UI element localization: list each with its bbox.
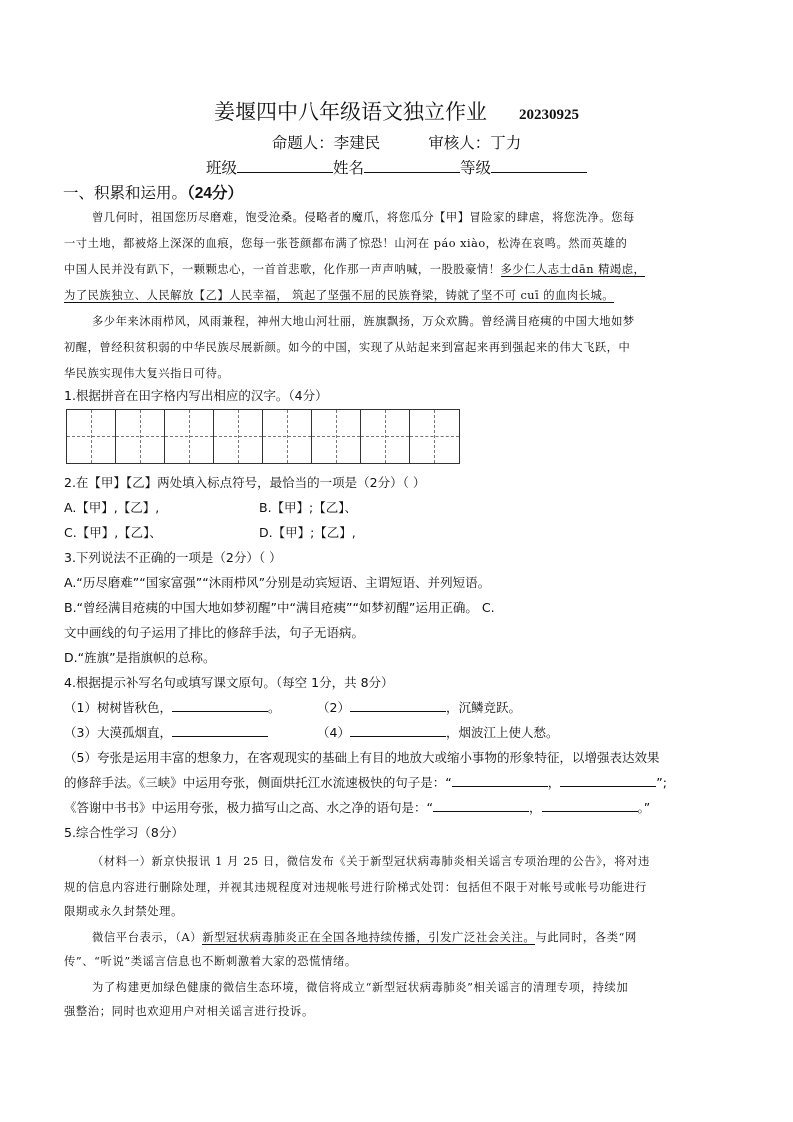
tianzige-cell[interactable] xyxy=(116,410,165,463)
tianzige-grid xyxy=(66,409,460,464)
q3-option-d[interactable]: D.“旌旗”是指旗帜的总称。 xyxy=(64,650,216,665)
section-heading xyxy=(63,181,729,203)
q4-item-4-end: ，烟波江上使人愁。 xyxy=(445,725,559,740)
q2-option-c[interactable]: C.【甲】,【乙】、 xyxy=(64,525,162,540)
q4-blank-5d[interactable] xyxy=(542,799,638,812)
material-line-2: 规的信息内容进行删除处理，并视其违规程度对违规帐号进行阶梯式处罚：包括但不限于对帐号或帐号功能进行 xyxy=(64,881,647,894)
q4-item-5-prompt-2: 《答谢中书书》中运用夸张，极力描写山之高、水之净的语句是：“ xyxy=(64,800,433,815)
author-label: 命题人：李建民 xyxy=(271,134,381,152)
q2-option-b[interactable]: B.【甲】;【乙】、 xyxy=(259,500,358,515)
q4-blank-3[interactable] xyxy=(172,724,268,737)
reviewer-label: 审核人：丁力 xyxy=(428,134,522,152)
q3-option-a[interactable]: A.“历尽磨难”“国家富强”“沐雨栉风”分别是动宾短语、主谓短语、并列短语。 xyxy=(64,575,491,590)
q4-item-5-sep-2: ， xyxy=(528,800,542,815)
passage-line-3-text: 中国人民并没有趴下，一颗颗忠心，一首首悲歌，化作那一声声呐喊，一股股豪情！ xyxy=(64,263,501,276)
tianzige-cell[interactable] xyxy=(263,410,312,463)
passage-line-2: 一寸土地，都被烙上深深的血痕，您每一张苍颜都布满了惊恐！山河在 páo xiào，松涛在哀鸣。然而英雄的 xyxy=(64,237,628,250)
q4-item-5-end-2: 。” xyxy=(637,800,651,815)
q4-item-5-prompt-1: 的修辞手法。《三峡》中运用夸张，侧面烘托江水流速极快的句子是：“ xyxy=(64,775,452,790)
underlined-sentence-part-1: 多少仁人志士dān 精竭虑， xyxy=(500,263,646,276)
page-title xyxy=(0,96,793,126)
q4-item-2 xyxy=(317,698,521,716)
material-line-3: 限期或永久封禁处理。 xyxy=(64,905,183,918)
q4-item-2-prompt: （2） xyxy=(317,700,350,715)
section-heading-text: 一、积累和运用。 xyxy=(63,184,188,202)
q4-item-3 xyxy=(64,723,268,741)
passage-line-4 xyxy=(64,287,730,303)
material-underlined-sentence: 新型冠状病毒肺炎正在全国各地持续传播，引发广泛社会关注。 xyxy=(202,931,536,944)
q4-item-1 xyxy=(64,698,280,716)
tianzige-cell[interactable] xyxy=(410,410,459,463)
q2-option-d[interactable]: D.【甲】;【乙】, xyxy=(259,525,356,540)
q4-blank-5a[interactable] xyxy=(452,774,548,787)
tianzige-cell[interactable] xyxy=(165,410,214,463)
q4-item-1-prompt: （1）树树皆秋色， xyxy=(64,700,172,715)
q4-blank-4[interactable] xyxy=(350,724,446,737)
q4-item-5-end-1: ”; xyxy=(656,775,667,790)
passage-line-7: 华民族实现伟大复兴指日可待。 xyxy=(64,367,230,380)
material-line-4 xyxy=(92,929,758,945)
author-line xyxy=(0,131,793,153)
tianzige-cell[interactable] xyxy=(361,410,410,463)
passage-line-1: 曾几何时，祖国您历尽磨难，饱受沧桑。侵略者的魔爪，将您瓜分【甲】冒险家的肆虐，将您洗净。您每 xyxy=(92,211,635,224)
material-line-7: 强整治；同时也欢迎用户对相关谣言进行投诉。 xyxy=(64,1005,314,1018)
material-line-1: （材料一）新京快报讯 1 月 25 日，微信发布《关于新型冠状病毒肺炎相关谣言专项治理的公告》，将对违 xyxy=(92,855,650,868)
title-text: 姜堰四中八年级语文独立作业 xyxy=(214,100,487,124)
q4-item-2-end: ，沉鳞竞跃。 xyxy=(445,700,521,715)
q4-item-3-prompt: （3）大漠孤烟直， xyxy=(64,725,172,740)
q4-blank-5b[interactable] xyxy=(560,774,656,787)
class-label: 班级 xyxy=(205,159,237,177)
question-2: 2.在【甲】【乙】两处填入标点符号，最恰当的一项是（2分）（ ） xyxy=(64,475,426,490)
underlined-sentence-part-2: 为了民族独立、人民解放【乙】人民幸福， 筑起了坚强不屈的民族脊梁，铸就了坚不可 cuī 的血肉长城。 xyxy=(64,289,615,302)
name-label: 姓名 xyxy=(332,159,364,177)
title-date: 20230925 xyxy=(519,107,579,123)
q4-item-5-line-1: （5）夸张是运用丰富的想象力，在客观现实的基础上有目的地放大或缩小事物的形象特征，以增强表达效果 xyxy=(64,750,660,765)
class-blank[interactable] xyxy=(237,157,333,173)
q4-item-5-line-3 xyxy=(64,798,730,816)
material-line-4-end: 与此同时，各类“网 xyxy=(535,931,637,944)
q4-item-1-end: 。 xyxy=(267,700,281,715)
section-score: （24分） xyxy=(187,185,244,202)
tianzige-cell[interactable] xyxy=(67,410,116,463)
passage-line-6: 初醒，曾经积贫积弱的中华民族尽展新颜。如今的中国，实现了从站起来到富起来再到强起来的伟大飞跃，中 xyxy=(64,341,631,354)
question-4: 4.根据提示补写名句或填写课文原句。（每空 1分，共 8分） xyxy=(64,675,394,690)
question-5: 5.综合性学习（8分） xyxy=(64,825,184,840)
grade-label: 等级 xyxy=(460,159,492,177)
q4-item-4 xyxy=(317,723,558,741)
tianzige-cell[interactable] xyxy=(214,410,263,463)
material-line-4-start: 微信平台表示，（A） xyxy=(92,931,203,944)
q4-item-5-sep-1: ， xyxy=(547,775,561,790)
q3-option-c[interactable]: 文中画线的句子运用了排比的修辞手法，句子无语病。 xyxy=(64,625,365,640)
grade-blank[interactable] xyxy=(491,157,587,173)
name-blank[interactable] xyxy=(364,157,460,173)
q2-option-a[interactable]: A.【甲】,【乙】, xyxy=(64,500,160,515)
question-1: 1.根据拼音在田字格内写出相应的汉字。（4分） xyxy=(64,388,328,403)
q3-option-b[interactable]: B.“曾经满目疮痍的中国大地如梦初醒”中“满目疮痍”“如梦初醒”运用正确。 C. xyxy=(64,600,495,615)
q4-item-5-line-2 xyxy=(64,773,730,791)
student-info-line xyxy=(0,156,793,178)
material-line-6: 为了构建更加绿色健康的微信生态环境，微信将成立“新型冠状病毒肺炎”相关谣言的清理专项，持续加 xyxy=(92,981,629,994)
passage-line-3 xyxy=(64,261,730,277)
tianzige-cell[interactable] xyxy=(312,410,361,463)
question-3: 3.下列说法不正确的一项是（2分）（ ） xyxy=(64,550,282,565)
q4-blank-1[interactable] xyxy=(172,699,268,712)
passage-line-5: 多少年来沐雨栉风，风雨兼程，神州大地山河壮丽，旌旗飘扬，万众欢腾。曾经满目疮痍的中国大地如梦 xyxy=(92,315,635,328)
q4-item-4-prompt: （4） xyxy=(317,725,350,740)
material-line-5: 传”、“听说”类谣言信息也不断刺激着大家的恐慌情绪。 xyxy=(64,955,357,968)
q4-blank-5c[interactable] xyxy=(433,799,529,812)
q4-blank-2[interactable] xyxy=(350,699,446,712)
